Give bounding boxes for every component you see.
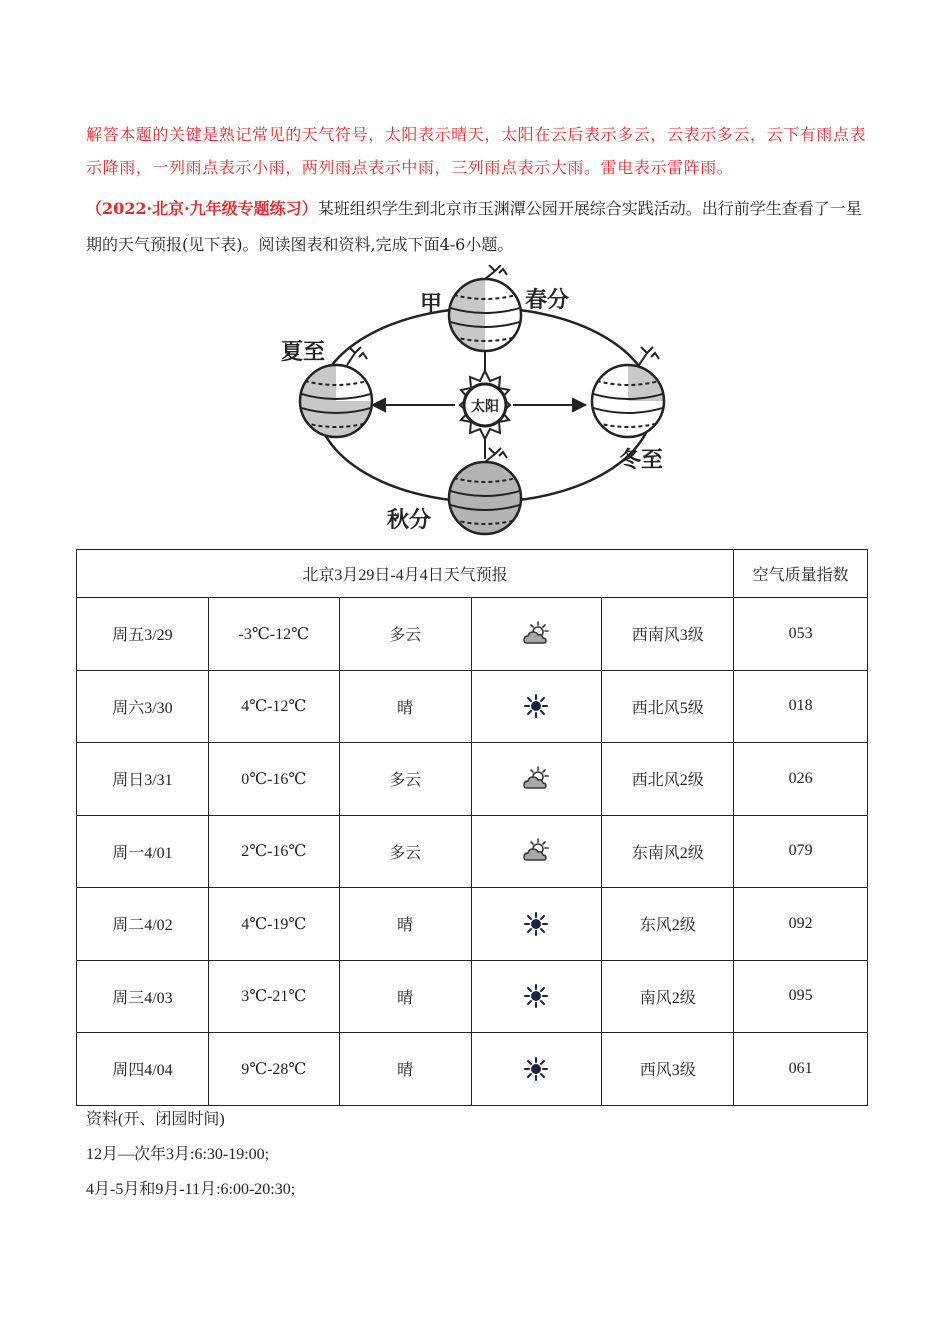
- temperature-cell: 3℃-21℃: [208, 960, 339, 1033]
- temperature-cell: 0℃-16℃: [208, 743, 339, 816]
- table-row: [77, 1033, 868, 1106]
- aqi-cell: 092: [734, 888, 868, 961]
- day-cell: 周日3/31: [77, 743, 209, 816]
- answer-explanation: 解答本题的关键是熟记常见的天气符号，太阳表示晴天，太阳在云后表示多云，云表示多云，云下有雨点表示降雨，一列雨点表示小雨，两列雨点表示中雨，三列雨点表示大雨。雷电表示雷阵雨。: [86, 125, 867, 177]
- wind-cell: 西南风3级: [602, 598, 734, 671]
- partly-cloudy-icon: [522, 769, 550, 786]
- aqi-cell: 018: [734, 670, 868, 743]
- sun-icon: [522, 1059, 550, 1076]
- table-row: [77, 598, 868, 671]
- day-cell: 周四4/04: [77, 1033, 209, 1106]
- day-cell: 周一4/01: [77, 815, 209, 888]
- label-autumn-equinox: 秋分: [387, 508, 432, 533]
- temperature-cell: 2℃-16℃: [208, 815, 339, 888]
- notes-title: 资料(开、闭园时间): [86, 1111, 225, 1128]
- aqi-cell: 061: [734, 1033, 868, 1106]
- notes-line: 4月-5月和9月-11月:6:00-20:30;: [86, 1181, 296, 1198]
- temperature-cell: 4℃-12℃: [208, 670, 339, 743]
- table-row: [77, 815, 868, 888]
- aqi-header: 空气质量指数: [734, 550, 868, 598]
- aqi-cell: 095: [734, 960, 868, 1033]
- day-cell: 周三4/03: [77, 960, 209, 1033]
- weather-cell: 多云: [339, 743, 471, 816]
- weather-icon-cell: [471, 743, 602, 816]
- aqi-cell: 026: [734, 743, 868, 816]
- aqi-cell: 079: [734, 815, 868, 888]
- table-header-row: [77, 550, 868, 598]
- weather-forecast-table: [76, 549, 868, 1106]
- table-title: 北京3月29日-4月4日天气预报: [77, 550, 734, 598]
- day-cell: 周二4/02: [77, 888, 209, 961]
- temperature-cell: 9℃-28℃: [208, 1033, 339, 1106]
- question-text: 某班组织学生到北京市玉渊潭公园开展综合实践活动。出行前学生查看了一星期的天气预报(见下表)。阅读图表和资料,完成下面4-6小题。: [86, 199, 862, 254]
- table-row: [77, 670, 868, 743]
- earth-orbit-diagram: [275, 265, 675, 540]
- wind-cell: 东风2级: [602, 888, 734, 961]
- weather-cell: 晴: [339, 670, 471, 743]
- earth-globe-autumn: [447, 448, 523, 534]
- weather-cell: 多云: [339, 815, 471, 888]
- earth-globe-spring: [447, 265, 525, 355]
- label-jia: 甲: [420, 292, 443, 317]
- table-row: [77, 960, 868, 1033]
- partly-cloudy-icon: [522, 624, 550, 641]
- table-row: [77, 743, 868, 816]
- weather-icon-cell: [471, 815, 602, 888]
- question-source: （2022·北京·九年级专题练习）: [86, 199, 318, 218]
- question-intro: [86, 191, 876, 263]
- weather-cell: 晴: [339, 960, 471, 1033]
- wind-cell: 南风2级: [602, 960, 734, 1033]
- earth-globe-winter: [590, 347, 666, 437]
- partly-cloudy-icon: [522, 842, 550, 859]
- sun-label: 太阳: [471, 399, 499, 415]
- label-spring-equinox: 春分: [525, 288, 570, 313]
- day-cell: 周五3/29: [77, 598, 209, 671]
- weather-cell: 多云: [339, 598, 471, 671]
- label-winter-solstice: 冬至: [619, 448, 664, 473]
- sun-icon: [522, 914, 550, 931]
- aqi-cell: 053: [734, 598, 868, 671]
- weather-icon-cell: [471, 888, 602, 961]
- temperature-cell: -3℃-12℃: [208, 598, 339, 671]
- weather-icon-cell: [471, 598, 602, 671]
- weather-icon-cell: [471, 1033, 602, 1106]
- weather-cell: 晴: [339, 888, 471, 961]
- notes-line: 12月—次年3月:6:30-19:00;: [86, 1146, 270, 1163]
- table-row: [77, 888, 868, 961]
- wind-cell: 西北风2级: [602, 743, 734, 816]
- day-cell: 周六3/30: [77, 670, 209, 743]
- park-hours-notes: [86, 1102, 295, 1207]
- wind-cell: 东南风2级: [602, 815, 734, 888]
- sun-icon: [522, 987, 550, 1004]
- label-summer-solstice: 夏至: [281, 340, 326, 365]
- wind-cell: 西风3级: [602, 1033, 734, 1106]
- weather-icon-cell: [471, 670, 602, 743]
- sun-icon: [522, 697, 550, 714]
- weather-icon-cell: [471, 960, 602, 1033]
- weather-cell: 晴: [339, 1033, 471, 1106]
- temperature-cell: 4℃-19℃: [208, 888, 339, 961]
- wind-cell: 西北风5级: [602, 670, 734, 743]
